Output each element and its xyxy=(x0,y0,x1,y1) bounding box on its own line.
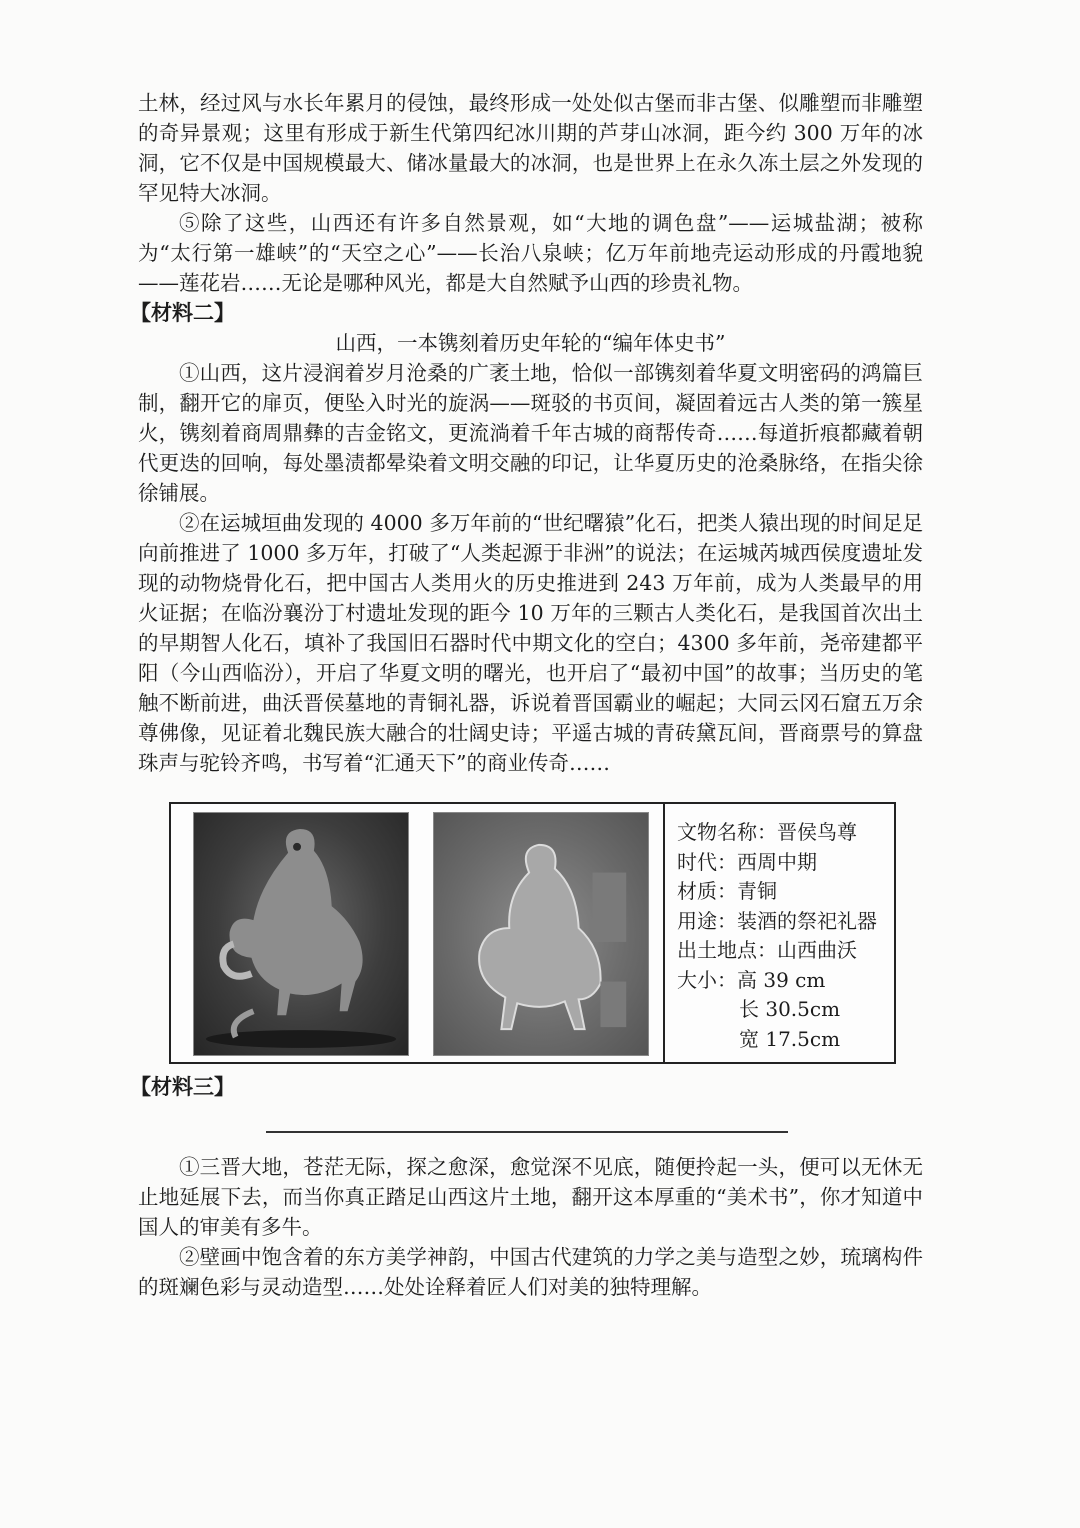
artifact-size-height: 大小：高 39 cm xyxy=(677,967,826,992)
material-2-heading: 【材料二】 xyxy=(130,300,235,325)
artifact-photo-rubbing xyxy=(433,812,649,1056)
top-section xyxy=(138,88,923,298)
artifact-photo-color xyxy=(193,812,409,1056)
material-2-title: 山西，一本镌刻着历史年轮的“编年体史书” xyxy=(335,331,726,355)
material-3-paragraph-2: ②壁画中饱含着的东方美学神韵，中国古代建筑的力学之美与造型之妙，琉璃构件的斑斓色彩与灵动造型……处处诠释着匠人们对美的独特理解。 xyxy=(138,1245,923,1299)
material-3-section xyxy=(138,1152,923,1302)
artifact-use: 用途：装酒的祭祀礼器 xyxy=(677,908,877,933)
title-blank-line xyxy=(266,1131,788,1133)
paragraph-5: ⑤除了这些，山西还有许多自然景观，如“大地的调色盘”——运城盐湖；被称为“太行第一雄峡”的“天空之心”——长治八泉峡；亿万年前地壳运动形成的丹霞地貌——莲花岩……无论是哪种风光，都是大自然赋予山西的珍贵礼物。 xyxy=(138,211,923,295)
artifact-era: 时代：西周中期 xyxy=(677,849,817,874)
figure-divider xyxy=(663,804,665,1062)
material-3-paragraph-1: ①三晋大地，苍茫无际，探之愈深，愈觉深不见底，随便拎起一头，便可以无休无止地延展下去，而当你真正踏足山西这片土地，翻开这本厚重的“美术书”，你才知道中国人的审美有多牛。 xyxy=(138,1155,923,1239)
material-2-paragraph-1: ①山西，这片浸润着岁月沧桑的广袤土地，恰似一部镌刻着华夏文明密码的鸿篇巨制，翻开它的扉页，便坠入时光的旋涡——斑驳的书页间，凝固着远古人类的第一簇星火，镌刻着商周鼎彝的吉金铭文，更流淌着千年古城的商帮传奇……每道折痕都藏着朝代更迭的回响，每处墨渍都晕染着文明交融的印记，让华夏历史的沧桑脉络，在指尖徐徐铺展。 xyxy=(138,361,923,505)
material-3-heading: 【材料三】 xyxy=(130,1074,235,1099)
bird-zun-silhouette-icon xyxy=(194,813,408,1055)
artifact-size-length: 长 30.5cm xyxy=(739,997,841,1021)
paragraph-continued: 土林，经过风与水长年累月的侵蚀，最终形成一处处似古堡而非古堡、似雕塑而非雕塑的奇异景观；这里有形成于新生代第四纪冰川期的芦芽山冰洞，距今约 300 万年的冰洞，它不仅是中国规模最大、储冰量最大的冰洞，也是世界上在永久冻土层之外发现的罕见特大冰洞。 xyxy=(138,91,923,205)
artifact-figure xyxy=(169,802,896,1064)
material-3-heading-wrap xyxy=(130,1072,923,1102)
artifact-name: 文物名称：晋侯鸟尊 xyxy=(677,820,857,844)
bird-zun-outline-icon xyxy=(434,813,648,1055)
material-2-section xyxy=(130,298,923,778)
artifact-size-width: 宽 17.5cm xyxy=(739,1026,841,1051)
material-2-paragraph-2: ②在运城垣曲发现的 4000 多万年前的“世纪曙猿”化石，把类人猿出现的时间足足向前推进了 1000 多万年，打破了“人类起源于非洲”的说法；在运城芮城西侯度遗址发现的动物烧骨化石，把中国古人类用火的历史推进到 243 万年前，成为人类最早的用火证据；在临汾襄汾丁村遗址发现的距今 10 万年的三颗古人类化石，是我国首次出土的早期智人化石，填补了我国旧石器时代中期文化的空白；4300 多年前，尧帝建都平阳（今山西临汾），开启了华夏文明的曙光，也开启了“最初中国”的故事；当历史的笔触不断前进，曲沃晋侯墓地的青铜礼器，诉说着晋国霸业的崛起；大同云冈石窟五万余尊佛像，见证着北魏民族大融合的壮阔史诗；平遥古城的青砖黛瓦间，晋商票号的算盘珠声与驼铃齐鸣，书写着“汇通天下”的商业传奇…… xyxy=(138,511,923,775)
artifact-info xyxy=(677,818,892,1054)
artifact-site: 出土地点：山西曲沃 xyxy=(677,938,857,962)
artifact-material: 材质：青铜 xyxy=(677,879,777,903)
